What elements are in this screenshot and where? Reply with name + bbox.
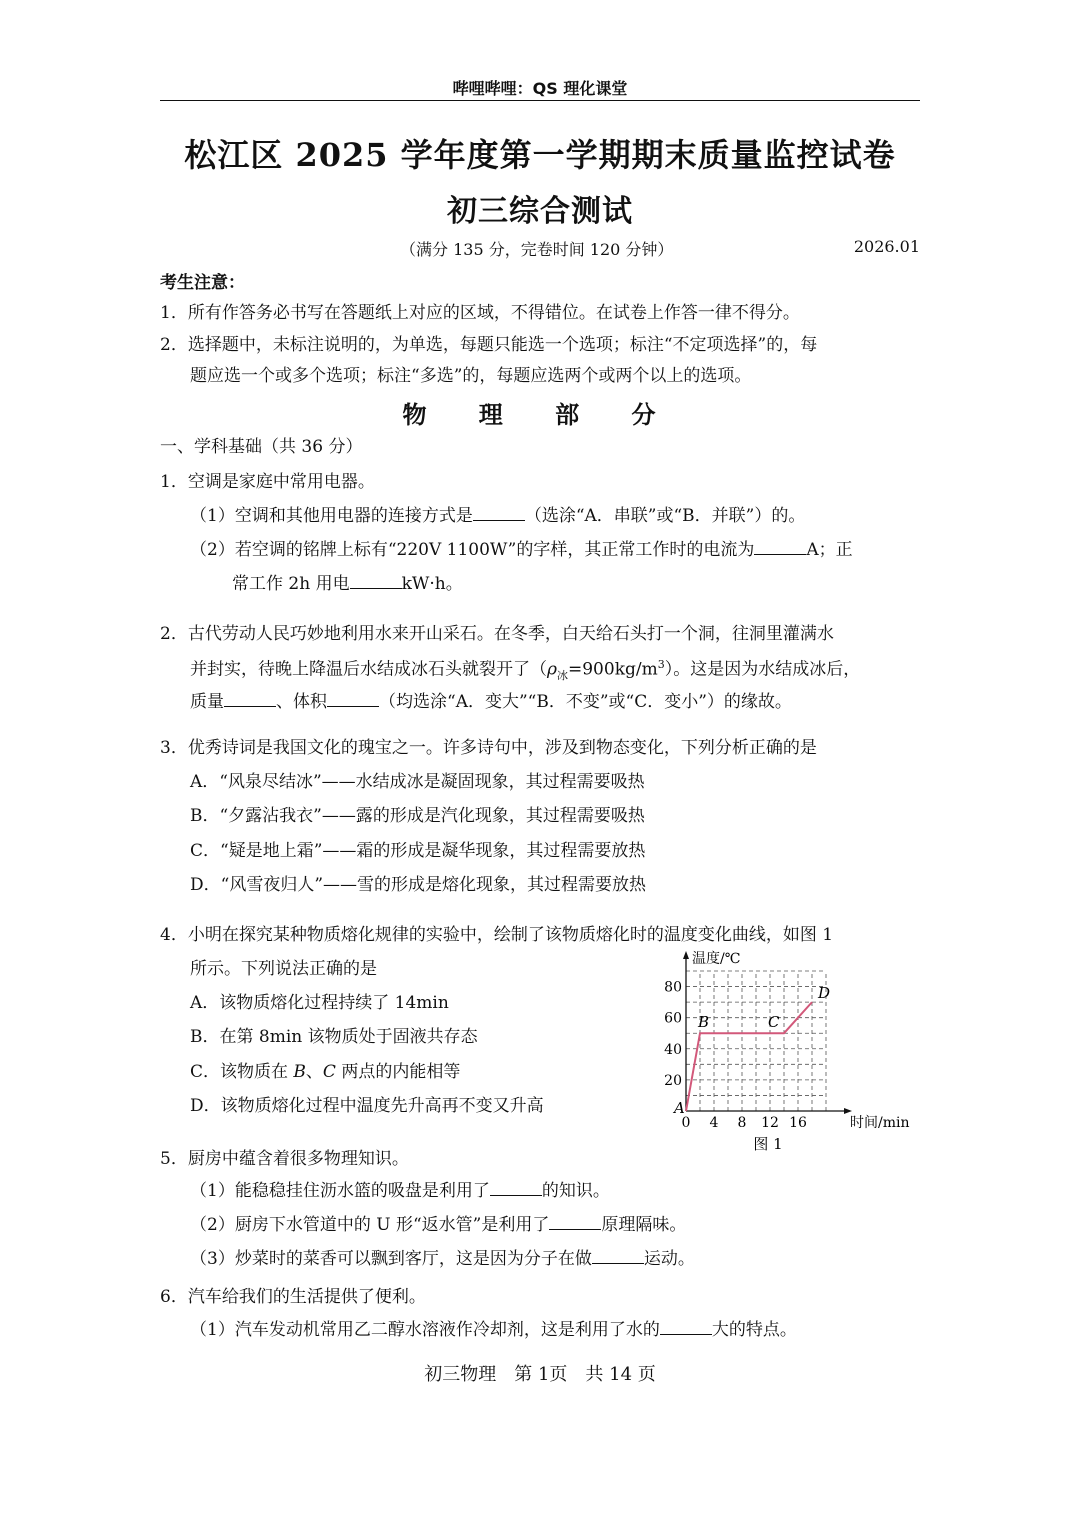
exam-score-time: （满分 135 分，完卷时间 120 分钟） [400, 240, 674, 259]
x-tick-label: 0 [681, 1115, 691, 1131]
question-6-stem: 6．汽车给我们的生活提供了便利。 [160, 1287, 426, 1307]
question-5-part-3: （3）炒菜时的菜香可以飘到客厅，这是因为分子在做 运动。 [190, 1249, 695, 1269]
notice-item: 1．所有作答务必书写在答题纸上对应的区域，不得错位。在试卷上作答一律不得分。 [160, 303, 800, 323]
x-axis-arrow [844, 1108, 852, 1114]
question-4-line: 4．小明在探究某种物质熔化规律的实验中，绘制了该物质熔化时的温度变化曲线，如图 1 [160, 925, 834, 945]
page-header-source: 哔哩哔哩：QS 理化课堂 [452, 79, 628, 98]
question-3-stem: 3．优秀诗词是我国文化的瑰宝之一。许多诗句中，涉及到物态变化，下列分析正确的是 [160, 738, 817, 758]
question-5-stem: 5．厨房中蕴含着很多物理知识。 [160, 1149, 409, 1169]
question-4-line: 所示。下列说法正确的是 [190, 959, 377, 979]
figure-caption: 图 1 [753, 1135, 783, 1153]
answer-blank [660, 1320, 712, 1335]
y-axis-label: 温度/℃ [692, 951, 741, 967]
answer-blank [549, 1215, 601, 1230]
point-label-c: C [768, 1013, 780, 1032]
notice-item: 题应选一个或多个选项；标注“多选”的，每题应选两个或两个以上的选项。 [190, 366, 752, 386]
page-footer: 初三物理 第 1页 共 14 页 [424, 1364, 656, 1385]
question-1-part-1: （1）空调和其他用电器的连接方式是 （选涂“A．串联”或“B．并联”）的。 [190, 506, 806, 526]
point-label-d: D [818, 984, 831, 1003]
answer-blank [350, 574, 402, 589]
question-1-stem: 1．空调是家庭中常用电器。 [160, 472, 375, 492]
question-6-part-1: （1）汽车发动机常用乙二醇水溶液作冷却剂，这是利用了水的 大的特点。 [190, 1320, 797, 1340]
point-label-b: B [698, 1013, 710, 1032]
temperature-chart-svg [662, 951, 910, 1155]
answer-blank [327, 692, 379, 707]
question-5-part-2: （2）厨房下水管道中的 U 形“返水管”是利用了 原理隔味。 [190, 1215, 687, 1235]
question-1-part-2: （2）若空调的铭牌上标有“220V 1100W”的字样，其正常工作时的电流为 A；正 [190, 540, 853, 560]
exam-title: 松江区 2025 学年度第一学期期末质量监控试卷 [184, 136, 896, 174]
question-3-option: B．“夕露沾我衣”——露的形成是汽化现象，其过程需要吸热 [190, 806, 645, 826]
answer-blank [592, 1249, 644, 1264]
part-heading: 一、学科基础（共 36 分） [160, 437, 363, 457]
x-tick-label: 12 [761, 1115, 779, 1131]
exam-subtitle: 初三综合测试 [447, 194, 633, 229]
point-label-a: A [674, 1099, 685, 1117]
y-tick-label: 20 [664, 1072, 682, 1089]
question-2-line: 并封实，待晚上降温后水结成冰石头就裂开了$(\rho_冰=900kg/m^3)$。这是因为水结成冰后， [190, 658, 861, 683]
question-3-option: A．“风泉尽结冰”——水结成冰是凝固现象，其过程需要吸热 [190, 772, 645, 792]
question-4-option: A．该物质熔化过程持续了 14min [190, 993, 449, 1013]
question-4-option: C．该物质在 B、C 两点的内能相等 [190, 1062, 461, 1082]
question-3-option: C．“疑是地上霜”——霜的形成是凝华现象，其过程需要放热 [190, 841, 646, 861]
x-tick-label: 8 [737, 1115, 747, 1131]
question-3-option: D．“风雪夜归人”——雪的形成是熔化现象，其过程需要放热 [190, 875, 647, 895]
notice-heading: 考生注意： [160, 273, 245, 293]
answer-blank [754, 540, 806, 555]
exam-date: 2026.01 [853, 237, 920, 256]
temperature-chart [662, 951, 910, 1155]
answer-blank [473, 506, 525, 521]
y-tick-label: 80 [664, 979, 682, 996]
y-tick-label: 60 [664, 1010, 682, 1027]
question-4-option: B．在第 8min 该物质处于固液共存态 [190, 1027, 478, 1047]
header-divider [160, 100, 920, 101]
notice-item: 2．选择题中，未标注说明的，为单选，每题只能选一个选项；标注“不定项选择”的，每 [160, 335, 818, 355]
y-tick-label: 40 [664, 1041, 682, 1058]
question-5-part-1: （1）能稳稳挂住沥水篮的吸盘是利用了 的知识。 [190, 1181, 610, 1201]
question-4-option: D．该物质熔化过程中温度先升高再不变又升高 [190, 1096, 544, 1116]
question-2-line: 质量 、体积 （均选涂“A．变大”“B．不变”或“C．变小”）的缘故。 [190, 692, 792, 712]
answer-blank [490, 1181, 542, 1196]
answer-blank [224, 692, 276, 707]
section-title: 物 理 部 分 [402, 401, 678, 429]
x-axis-label: 时间/min [850, 1115, 910, 1131]
question-1-part-2-cont: 常工作 2h 用电 kW·h。 [232, 574, 463, 594]
x-tick-label: 16 [789, 1115, 807, 1131]
question-2-line: 2．古代劳动人民巧妙地利用水来开山采石。在冬季，白天给石头打一个洞，往洞里灌满水 [160, 624, 834, 644]
x-tick-label: 4 [709, 1115, 719, 1131]
y-axis-arrow [683, 951, 689, 959]
